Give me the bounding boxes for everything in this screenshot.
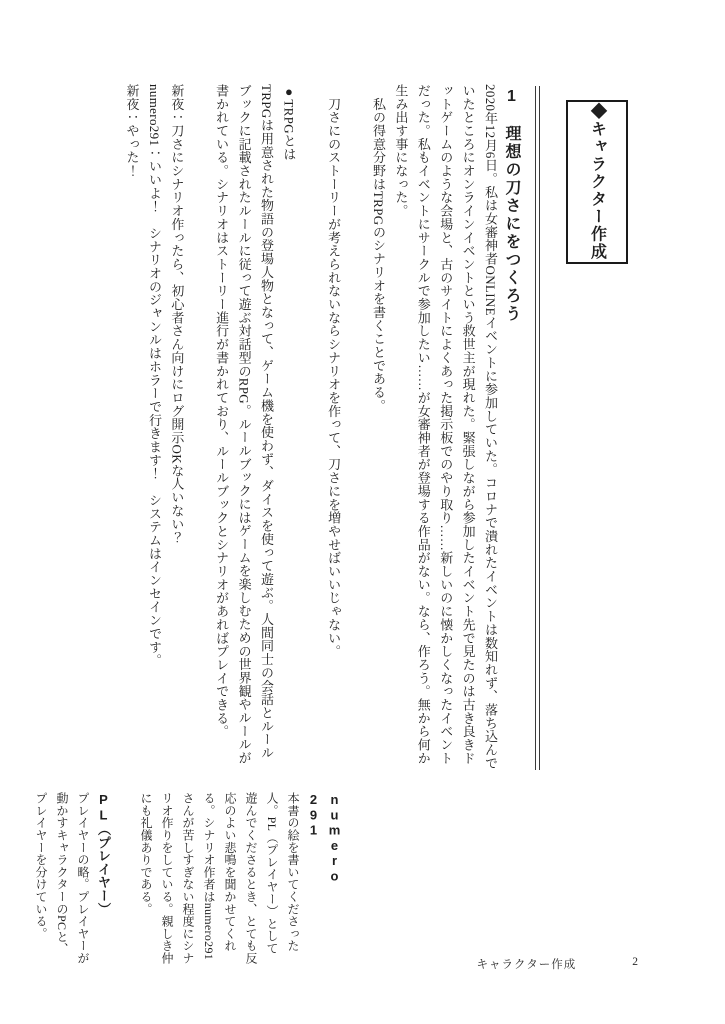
glossary-term-numero-line2: 291	[306, 792, 321, 838]
section-divider-rule	[535, 86, 540, 770]
paragraph-specialty: 私の得意分野はTRPGのシナリオを書くことである。	[370, 84, 386, 413]
page-footer	[476, 956, 639, 972]
body-text	[96, 84, 501, 772]
paragraph-idea: 刀さにのストーリーが考えられないならシナリオを作って、刀さにを増やせばいいじゃない。	[326, 84, 342, 659]
glossary	[23, 792, 345, 966]
paragraph-intro: 2020年12月6日。私は女審神者ONLINEイベントに参加していた。コロナで潰れたイベントは数知れず、落ち込んでいたところにオンラインイベントという救世主が現れた。緊張しながら参加したイベント先で見たのは古き良きドットゲームのような会場と、古のサイトによくあった掲示板でのやり取り……新しいのに懐かしくなったイベントだった。私もイベントにサークルで参加したい……が女審神者が登場する作品がない。なら、作ろう。無から何か生み出す事になった。	[393, 84, 498, 770]
chapter-title-box	[566, 100, 628, 264]
glossary-term-numero-line1: numero	[327, 792, 342, 884]
glossary-term-pl: PL（プレイヤー）	[96, 792, 111, 916]
running-title: キャラクター作成	[476, 959, 577, 971]
chat-line-numero: numero291：いいよ！ シナリオのジャンルはホラーで行きます！ システムはインセインです。	[146, 84, 162, 668]
subheading-trpg: ●TRPGとは	[281, 84, 297, 161]
section-heading: 1 理想の刀さにをつくろう	[503, 88, 520, 323]
paragraph-trpg-description: TRPGは用意された物語の登場人物となって、ゲーム機を使わず、ダイスを使って遊ぶ。人間同士の会話とルールブックに記載されたルールに従って遊ぶ対話型のRPG。ルールブックにはゲームを楽しむための世界観やルールが書かれている。シナリオはストーリー進行が書かれており、ルールブックとシナリオがあればプレイできる。	[214, 84, 274, 765]
chapter-title: ◆キャラクター作成	[588, 103, 606, 261]
chat-line-shinya-1: 新夜：刀さにシナリオ作ったら、初心者さん向けにログ開示OKな人いない？	[169, 84, 185, 545]
glossary-definition-numero: 本書の絵を書いてくださった人。PL（プレイヤー）として遊んでくださるとき、とても反応のよい悲鳴を聞かせてくれる。シナリオ作者はnumero291さんが苦しすぎない程度にシナリオ作りをしている。親しき仲にも礼儀ありである。	[139, 792, 300, 965]
page-number: 2	[632, 956, 639, 968]
chat-line-shinya-2: 新夜：やった！	[124, 84, 140, 178]
glossary-definition-pl: プレイヤーの略。プレイヤーが動かすキャラクターのPCと、プレイヤーを分けている。	[34, 792, 90, 965]
